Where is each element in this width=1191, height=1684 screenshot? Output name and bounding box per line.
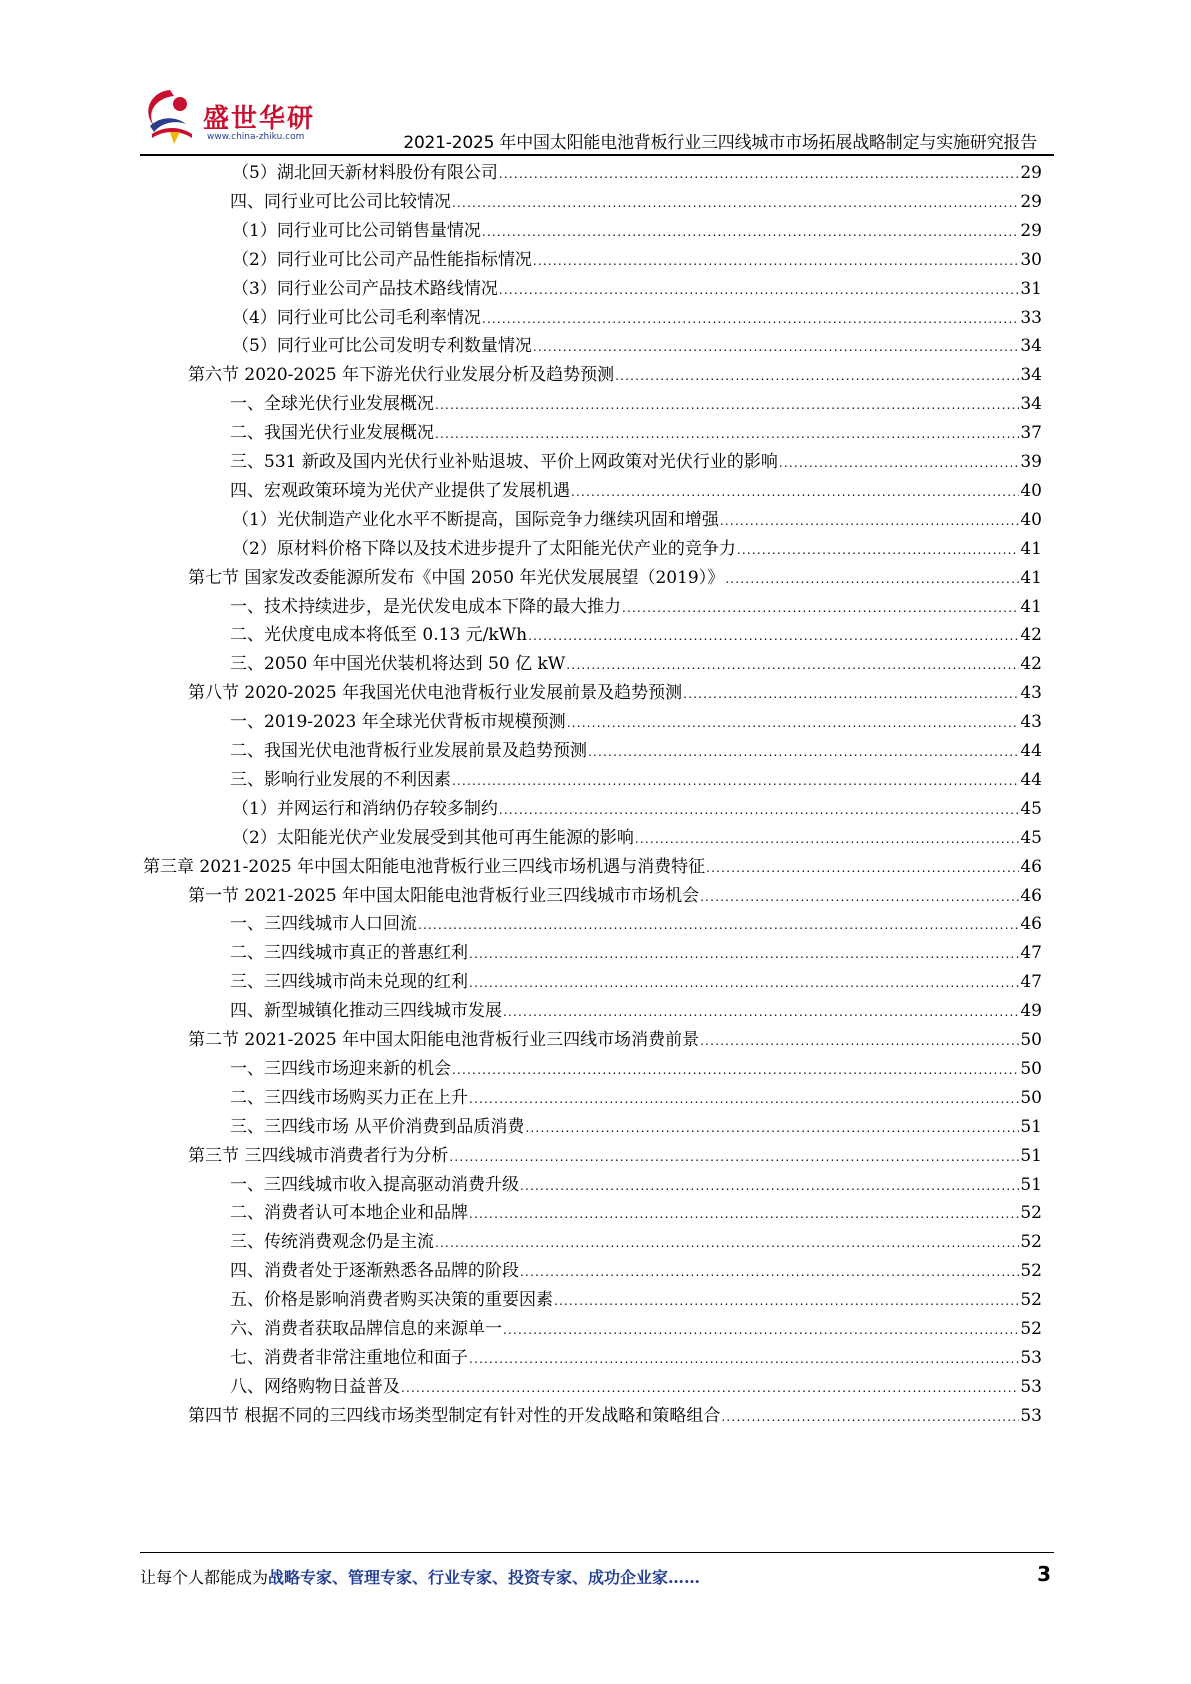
toc-dot-leader xyxy=(435,1228,1019,1258)
toc-entry[interactable] xyxy=(230,1256,1042,1286)
toc-entry[interactable] xyxy=(188,1025,1042,1055)
toc-entry-title: 三、三四线市场 从平价消费到品质消费 xyxy=(230,1116,525,1137)
toc-entry-title: 第七节 国家发改委能源所发布《中国 2050 年光伏发展展望（2019）》 xyxy=(188,567,725,588)
toc-dot-leader xyxy=(469,1344,1019,1374)
toc-dot-leader xyxy=(503,997,1019,1027)
toc-dot-leader xyxy=(525,1113,1019,1143)
toc-entry-title: （2）同行业可比公司产品性能指标情况 xyxy=(232,249,532,270)
toc-dot-leader xyxy=(520,1171,1019,1201)
toc-entry-page: 51 xyxy=(1020,1174,1042,1195)
book-swoosh-icon xyxy=(140,82,210,152)
toc-dot-leader xyxy=(401,1373,1019,1403)
toc-entry-title: 四、宏观政策环境为光伏产业提供了发展机遇 xyxy=(230,480,570,501)
toc-entry-page: 29 xyxy=(1020,191,1042,212)
toc-entry[interactable] xyxy=(232,505,1042,535)
toc-entry-title: 第三节 三四线城市消费者行为分析 xyxy=(188,1145,449,1166)
toc-entry[interactable] xyxy=(230,389,1042,419)
toc-dot-leader xyxy=(737,535,1020,565)
toc-entry-title: （1）并网运行和消纳仍存较多制约 xyxy=(232,798,498,819)
header-divider xyxy=(140,154,1054,156)
toc-dot-leader xyxy=(533,332,1020,362)
toc-entry-page: 50 xyxy=(1020,1030,1042,1050)
toc-entry-page: 43 xyxy=(1020,712,1042,733)
toc-entry[interactable] xyxy=(188,563,1042,593)
toc-entry-page: 51 xyxy=(1020,1116,1042,1137)
toc-entry-page: 50 xyxy=(1020,1058,1042,1079)
toc-dot-leader xyxy=(499,159,1020,189)
toc-entry-title: （4）同行业可比公司毛利率情况 xyxy=(232,307,481,328)
toc-entry[interactable] xyxy=(143,852,1042,882)
toc-entry[interactable] xyxy=(230,649,1042,679)
toc-entry-page: 52 xyxy=(1020,1203,1042,1224)
toc-entry-page: 52 xyxy=(1020,1232,1042,1253)
toc-entry-page: 41 xyxy=(1020,538,1042,559)
toc-dot-leader xyxy=(721,1402,1019,1432)
toc-dot-leader xyxy=(706,853,1019,883)
toc-entry-title: 六、消费者获取品牌信息的来源单一 xyxy=(230,1319,502,1339)
toc-entry-title: 第八节 2020-2025 年我国光伏电池背板行业发展前景及趋势预测 xyxy=(188,683,683,704)
toc-entry-page: 49 xyxy=(1020,1001,1042,1022)
toc-entry-page: 46 xyxy=(1020,885,1042,906)
toc-dot-leader xyxy=(499,275,1020,305)
toc-entry-title: （2）太阳能光伏产业发展受到其他可再生能源的影响 xyxy=(232,827,634,848)
toc-entry-title: 五、价格是影响消费者购买决策的重要因素 xyxy=(230,1290,553,1311)
toc-dot-leader xyxy=(528,621,1019,651)
toc-entry[interactable] xyxy=(230,187,1042,217)
toc-entry-title: 三、传统消费观念仍是主流 xyxy=(230,1232,434,1253)
toc-dot-leader xyxy=(615,361,1019,391)
toc-entry-page: 34 xyxy=(1020,394,1042,415)
toc-entry-page: 29 xyxy=(1020,220,1042,241)
toc-entry[interactable] xyxy=(230,1314,1042,1344)
toc-entry-title: 四、消费者处于逐渐熟悉各品牌的阶段 xyxy=(230,1261,519,1282)
toc-entry-title: 第六节 2020-2025 年下游光伏行业发展分析及趋势预测 xyxy=(188,365,615,386)
toc-entry-page: 31 xyxy=(1020,278,1042,299)
toc-dot-leader xyxy=(520,1257,1019,1287)
toc-entry-title: 一、三四线城市收入提高驱动消费升级 xyxy=(230,1174,519,1195)
toc-entry-page: 30 xyxy=(1020,249,1042,270)
toc-dot-leader xyxy=(533,246,1020,276)
toc-dot-leader xyxy=(482,304,1020,334)
toc-entry-page: 33 xyxy=(1020,307,1042,328)
toc-dot-leader xyxy=(683,679,1019,709)
toc-entry-title: 三、三四线城市尚未兑现的红利 xyxy=(230,972,468,993)
toc-entry-page: 34 xyxy=(1020,336,1042,357)
toc-entry-page: 52 xyxy=(1020,1290,1042,1311)
toc-dot-leader xyxy=(418,910,1019,940)
toc-entry-page: 45 xyxy=(1020,798,1042,819)
company-logo xyxy=(140,82,320,152)
toc-dot-leader xyxy=(469,968,1019,998)
toc-entry-page: 52 xyxy=(1020,1319,1042,1339)
toc-entry-title: 三、2050 年中国光伏装机将达到 50 亿 kW xyxy=(230,654,566,675)
toc-entry-title: 一、技术持续进步，是光伏发电成本下降的最大推力 xyxy=(230,596,621,617)
toc-dot-leader xyxy=(622,593,1019,623)
toc-entry-page: 46 xyxy=(1020,856,1042,877)
footer-divider xyxy=(140,1552,1054,1553)
toc-dot-leader xyxy=(482,217,1020,247)
toc-entry-title: 第三章 2021-2025 年中国太阳能电池背板行业三四线市场机遇与消费特征 xyxy=(143,856,706,877)
toc-entry[interactable] xyxy=(230,1054,1042,1084)
toc-entry-page: 46 xyxy=(1020,914,1042,935)
report-title: 2021-2025 年中国太阳能电池背板行业三四线城市市场拓展战略制定与实施研究报告 xyxy=(403,133,1037,153)
toc-dot-leader xyxy=(452,766,1019,796)
toc-dot-leader xyxy=(469,1084,1019,1114)
toc-entry-title: 四、同行业可比公司比较情况 xyxy=(230,191,451,212)
toc-entry[interactable] xyxy=(188,1141,1042,1171)
toc-dot-leader xyxy=(700,1026,1019,1056)
toc-dot-leader xyxy=(700,882,1019,912)
toc-entry-page: 44 xyxy=(1020,741,1042,761)
toc-dot-leader xyxy=(503,1315,1019,1345)
toc-entry[interactable] xyxy=(188,360,1042,390)
toc-entry[interactable] xyxy=(230,996,1042,1026)
toc-entry-page: 53 xyxy=(1020,1347,1042,1368)
toc-dot-leader xyxy=(720,506,1020,536)
toc-dot-leader xyxy=(435,390,1019,420)
page-header xyxy=(0,0,1191,160)
toc-entry-page: 41 xyxy=(1020,596,1042,617)
toc-entry-title: 七、消费者非常注重地位和面子 xyxy=(230,1347,468,1368)
toc-dot-leader xyxy=(469,939,1019,969)
toc-entry[interactable] xyxy=(230,736,1042,766)
toc-entry[interactable] xyxy=(230,707,1042,737)
toc-entry-title: 二、光伏度电成本将低至 0.13 元/kWh xyxy=(230,625,528,646)
toc-entry[interactable] xyxy=(232,158,1042,188)
toc-entry-page: 29 xyxy=(1020,163,1042,183)
toc-entry[interactable] xyxy=(230,1343,1042,1373)
toc-dot-leader xyxy=(588,737,1019,767)
toc-entry[interactable] xyxy=(230,418,1042,448)
toc-entry-page: 52 xyxy=(1020,1261,1042,1282)
toc-entry[interactable] xyxy=(230,1372,1042,1402)
toc-entry[interactable] xyxy=(230,592,1042,622)
slogan-roles: 战略专家、管理专家、行业专家、投资专家、成功企业家…… xyxy=(268,1568,701,1587)
toc-dot-leader xyxy=(435,419,1019,449)
toc-dot-leader xyxy=(554,1286,1019,1316)
toc-entry-title: 二、我国光伏行业发展概况 xyxy=(230,423,434,444)
toc-entry[interactable] xyxy=(230,620,1042,650)
slogan-lead: 让每个人都能成为 xyxy=(140,1568,269,1587)
toc-dot-leader xyxy=(725,564,1019,594)
toc-dot-leader xyxy=(566,650,1019,680)
toc-dot-leader xyxy=(499,795,1020,825)
toc-entry-page: 37 xyxy=(1020,423,1042,444)
toc-dot-leader xyxy=(635,824,1020,854)
page-number: 3 xyxy=(1037,1562,1051,1586)
toc-entry-page: 44 xyxy=(1020,769,1042,790)
toc-entry[interactable] xyxy=(230,476,1042,506)
toc-entry-page: 42 xyxy=(1020,654,1042,675)
toc-entry[interactable] xyxy=(188,678,1042,708)
toc-dot-leader xyxy=(449,1142,1019,1172)
toc-entry-title: 二、我国光伏电池背板行业发展前景及趋势预测 xyxy=(230,741,587,761)
toc-entry[interactable] xyxy=(230,1170,1042,1200)
toc-entry-page: 42 xyxy=(1020,625,1042,646)
toc-entry-title: 二、消费者认可本地企业和品牌 xyxy=(230,1203,468,1224)
toc-entry[interactable] xyxy=(188,881,1042,911)
toc-entry-title: 二、三四线城市真正的普惠红利 xyxy=(230,943,468,964)
toc-entry-page: 51 xyxy=(1020,1145,1042,1166)
toc-entry-title: 三、影响行业发展的不利因素 xyxy=(230,769,451,790)
toc-entry-title: （5）同行业可比公司发明专利数量情况 xyxy=(232,336,532,357)
toc-dot-leader xyxy=(452,188,1019,218)
toc-entry[interactable] xyxy=(230,1198,1042,1228)
toc-entry-page: 34 xyxy=(1020,365,1042,386)
toc-entry-page: 47 xyxy=(1020,972,1042,993)
toc-entry-title: （5）湖北回天新材料股份有限公司 xyxy=(232,163,498,183)
footer-slogan xyxy=(140,1565,700,1588)
toc-entry[interactable] xyxy=(232,303,1042,333)
toc-entry-title: 第一节 2021-2025 年中国太阳能电池背板行业三四线城市市场机会 xyxy=(188,885,700,906)
toc-entry[interactable] xyxy=(230,447,1042,477)
toc-entry-page: 47 xyxy=(1020,943,1042,964)
toc-entry-page: 53 xyxy=(1020,1405,1042,1426)
toc-entry[interactable] xyxy=(230,938,1042,968)
toc-dot-leader xyxy=(469,1199,1019,1229)
toc-entry[interactable] xyxy=(232,245,1042,275)
toc-entry-title: （1）光伏制造产业化水平不断提高，国际竞争力继续巩固和增强 xyxy=(232,509,719,530)
toc-entry-title: 四、新型城镇化推动三四线城市发展 xyxy=(230,1001,502,1022)
toc-entry[interactable] xyxy=(232,823,1042,853)
toc-entry[interactable] xyxy=(230,909,1042,939)
toc-entry[interactable] xyxy=(230,1285,1042,1315)
toc-entry-title: （2）原材料价格下降以及技术进步提升了太阳能光伏产业的竞争力 xyxy=(232,538,736,559)
toc-entry-page: 41 xyxy=(1020,567,1042,588)
toc-entry-title: 一、三四线城市人口回流 xyxy=(230,914,417,935)
toc-entry-page: 53 xyxy=(1020,1376,1042,1397)
toc-entry-title: 三、531 新政及国内光伏行业补贴退坡、平价上网政策对光伏行业的影响 xyxy=(230,452,778,472)
toc-entry-title: （1）同行业可比公司销售量情况 xyxy=(232,220,481,241)
toc-entry[interactable] xyxy=(230,1112,1042,1142)
toc-entry-title: 二、三四线市场购买力正在上升 xyxy=(230,1087,468,1108)
toc-entry[interactable] xyxy=(232,274,1042,304)
toc-entry[interactable] xyxy=(230,765,1042,795)
toc-entry[interactable] xyxy=(230,1083,1042,1113)
toc-entry-title: 第二节 2021-2025 年中国太阳能电池背板行业三四线市场消费前景 xyxy=(188,1030,700,1050)
toc-dot-leader xyxy=(571,477,1019,507)
toc-dot-leader xyxy=(567,708,1020,738)
toc-entry-title: 一、2019-2023 年全球光伏背板市规模预测 xyxy=(230,712,566,733)
toc-entry-title: 一、全球光伏行业发展概况 xyxy=(230,394,434,415)
toc-entry-page: 40 xyxy=(1020,480,1042,501)
toc-entry-title: 第四节 根据不同的三四线市场类型制定有针对性的开发战略和策略组合 xyxy=(188,1405,721,1426)
toc-entry-page: 45 xyxy=(1020,827,1042,848)
logo-url: www.china-zhiku.com xyxy=(207,132,305,142)
toc-entry-page: 40 xyxy=(1020,509,1042,530)
toc-entry-title: 八、网络购物日益普及 xyxy=(230,1376,400,1397)
toc-dot-leader xyxy=(779,448,1020,478)
toc-entry[interactable] xyxy=(230,967,1042,997)
toc-entry[interactable] xyxy=(232,216,1042,246)
toc-entry-page: 43 xyxy=(1020,683,1042,704)
toc-entry[interactable] xyxy=(188,1401,1042,1431)
logo-name: 盛世华研 xyxy=(203,104,316,134)
toc-entry[interactable] xyxy=(232,331,1042,361)
toc-entry[interactable] xyxy=(232,534,1042,564)
toc-entry-title: （3）同行业公司产品技术路线情况 xyxy=(232,278,498,299)
toc-entry[interactable] xyxy=(230,1227,1042,1257)
toc-dot-leader xyxy=(452,1055,1019,1085)
toc-entry-page: 50 xyxy=(1020,1087,1042,1108)
toc-entry-title: 一、三四线市场迎来新的机会 xyxy=(230,1058,451,1079)
toc-entry[interactable] xyxy=(232,794,1042,824)
toc-entry-page: 39 xyxy=(1020,452,1042,472)
